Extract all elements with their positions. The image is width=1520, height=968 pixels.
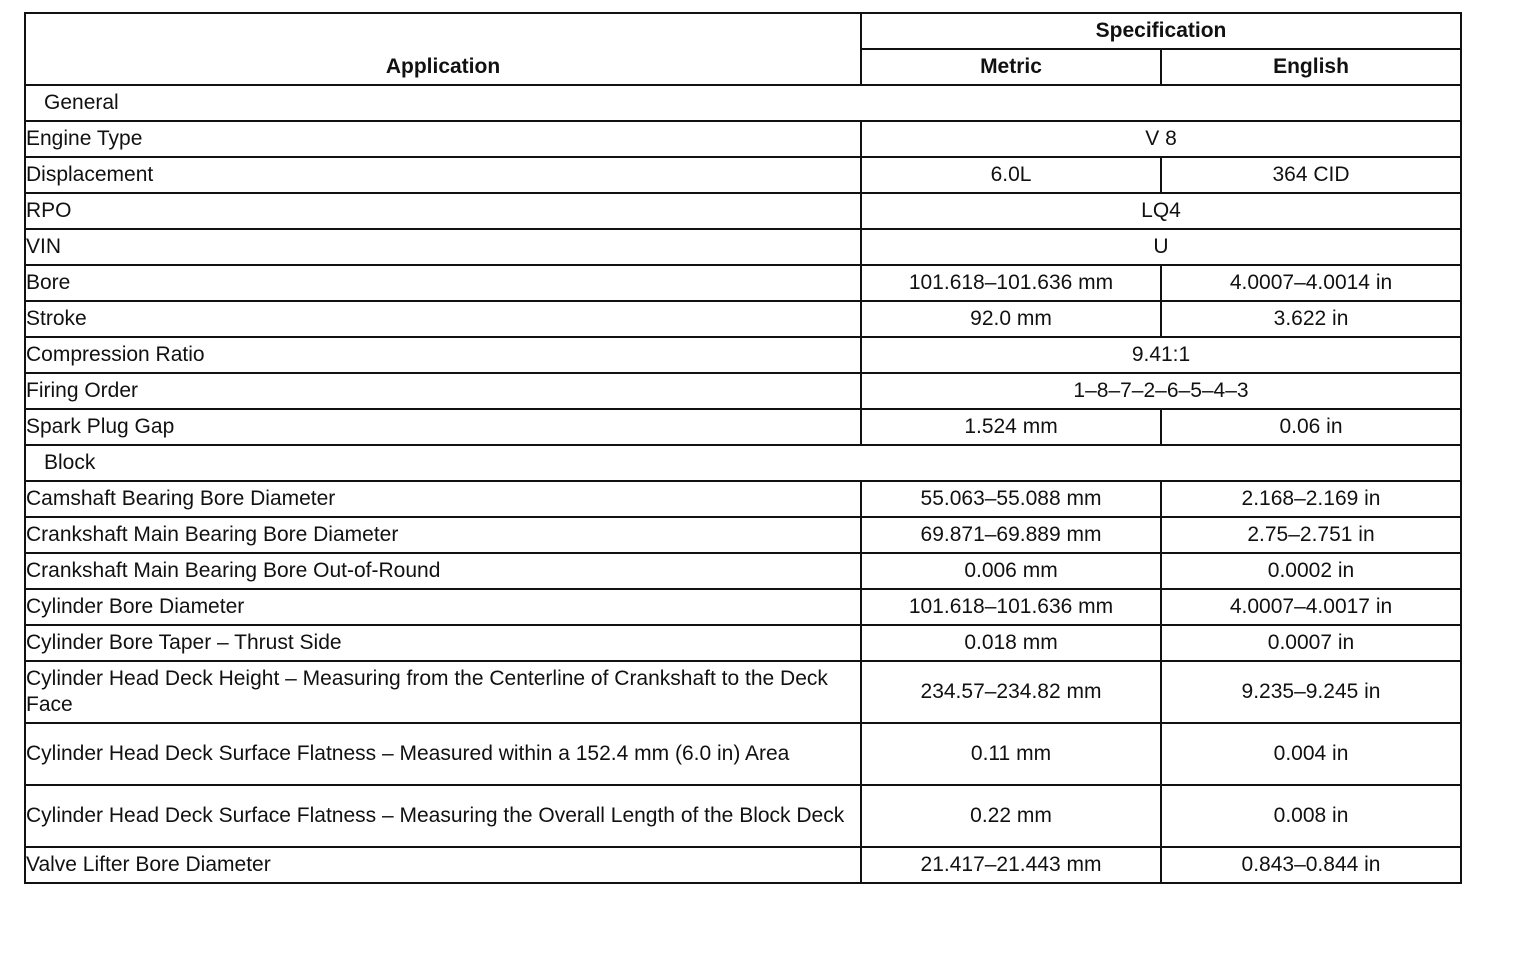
spec-value-cell: LQ4 <box>861 193 1461 229</box>
section-title: Block <box>25 445 1461 481</box>
header-metric: Metric <box>861 49 1161 85</box>
english-cell: 0.06 in <box>1161 409 1461 445</box>
table-row <box>25 553 1461 589</box>
english-cell: 2.168–2.169 in <box>1161 481 1461 517</box>
table-row <box>25 625 1461 661</box>
table-row <box>25 589 1461 625</box>
table-row <box>25 661 1461 723</box>
english-cell: 0.004 in <box>1161 723 1461 785</box>
section-general <box>25 85 1461 121</box>
english-cell: 2.75–2.751 in <box>1161 517 1461 553</box>
application-cell: Displacement <box>25 157 861 193</box>
application-cell: Valve Lifter Bore Diameter <box>25 847 861 883</box>
section-block <box>25 445 1461 481</box>
table-row <box>25 301 1461 337</box>
header-application: Application <box>25 13 861 85</box>
english-cell: 4.0007–4.0017 in <box>1161 589 1461 625</box>
table-row <box>25 409 1461 445</box>
table-row <box>25 517 1461 553</box>
metric-cell: 0.11 mm <box>861 723 1161 785</box>
application-cell: Cylinder Bore Diameter <box>25 589 861 625</box>
application-cell: Crankshaft Main Bearing Bore Diameter <box>25 517 861 553</box>
header-english: English <box>1161 49 1461 85</box>
metric-cell: 21.417–21.443 mm <box>861 847 1161 883</box>
english-cell: 0.0007 in <box>1161 625 1461 661</box>
english-cell: 364 CID <box>1161 157 1461 193</box>
engine-spec-table <box>24 12 1462 884</box>
spec-value-cell: 9.41:1 <box>861 337 1461 373</box>
table-row <box>25 847 1461 883</box>
application-cell: Camshaft Bearing Bore Diameter <box>25 481 861 517</box>
english-cell: 3.622 in <box>1161 301 1461 337</box>
spec-value-cell: V 8 <box>861 121 1461 157</box>
table-row <box>25 229 1461 265</box>
english-cell: 0.0002 in <box>1161 553 1461 589</box>
table-row <box>25 265 1461 301</box>
application-cell: Cylinder Bore Taper – Thrust Side <box>25 625 861 661</box>
metric-cell: 101.618–101.636 mm <box>861 589 1161 625</box>
metric-cell: 234.57–234.82 mm <box>861 661 1161 723</box>
application-cell: Bore <box>25 265 861 301</box>
table-row <box>25 481 1461 517</box>
metric-cell: 6.0L <box>861 157 1161 193</box>
application-cell: Engine Type <box>25 121 861 157</box>
section-title: General <box>25 85 1461 121</box>
metric-cell: 0.018 mm <box>861 625 1161 661</box>
metric-cell: 101.618–101.636 mm <box>861 265 1161 301</box>
application-cell: Crankshaft Main Bearing Bore Out-of-Round <box>25 553 861 589</box>
metric-cell: 92.0 mm <box>861 301 1161 337</box>
header-row-top <box>25 13 1461 49</box>
english-cell: 0.843–0.844 in <box>1161 847 1461 883</box>
metric-cell: 55.063–55.088 mm <box>861 481 1161 517</box>
header-specification: Specification <box>861 13 1461 49</box>
metric-cell: 69.871–69.889 mm <box>861 517 1161 553</box>
table-row <box>25 723 1461 785</box>
application-cell: Spark Plug Gap <box>25 409 861 445</box>
spec-value-cell: U <box>861 229 1461 265</box>
application-cell: Cylinder Head Deck Surface Flatness – Measured within a 152.4 mm (6.0 in) Area <box>25 723 861 785</box>
english-cell: 4.0007–4.0014 in <box>1161 265 1461 301</box>
metric-cell: 1.524 mm <box>861 409 1161 445</box>
table-row <box>25 121 1461 157</box>
metric-cell: 0.22 mm <box>861 785 1161 847</box>
metric-cell: 0.006 mm <box>861 553 1161 589</box>
application-cell: RPO <box>25 193 861 229</box>
table-row <box>25 157 1461 193</box>
application-cell: Stroke <box>25 301 861 337</box>
application-cell: Firing Order <box>25 373 861 409</box>
spec-value-cell: 1–8–7–2–6–5–4–3 <box>861 373 1461 409</box>
application-cell: VIN <box>25 229 861 265</box>
english-cell: 9.235–9.245 in <box>1161 661 1461 723</box>
table-row <box>25 193 1461 229</box>
english-cell: 0.008 in <box>1161 785 1461 847</box>
application-cell: Compression Ratio <box>25 337 861 373</box>
table-row <box>25 785 1461 847</box>
table-row <box>25 373 1461 409</box>
application-cell: Cylinder Head Deck Height – Measuring from the Centerline of Crankshaft to the Deck Face <box>25 661 861 723</box>
application-cell: Cylinder Head Deck Surface Flatness – Measuring the Overall Length of the Block Deck <box>25 785 861 847</box>
table-row <box>25 337 1461 373</box>
